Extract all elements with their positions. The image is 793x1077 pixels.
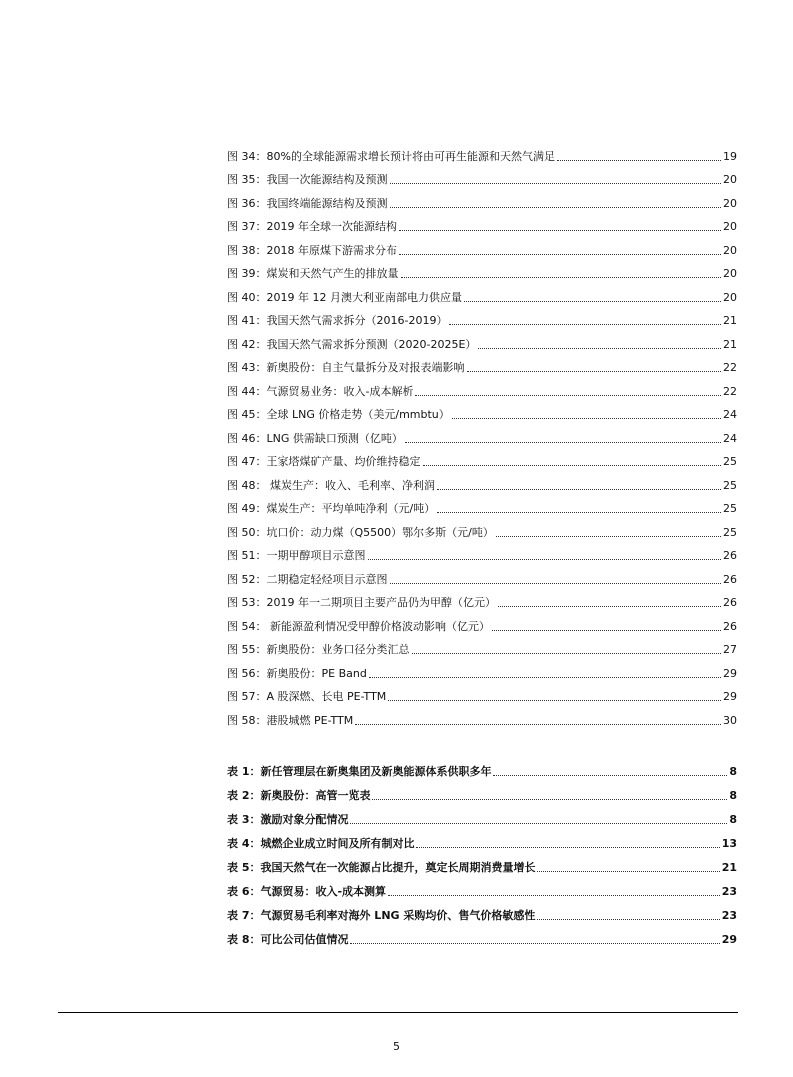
toc-entry[interactable] <box>227 422 737 446</box>
leader-dots <box>493 774 727 776</box>
toc-entry[interactable] <box>227 681 737 705</box>
toc-entry-page: 20 <box>723 290 737 304</box>
toc-entry-page: 21 <box>723 314 737 327</box>
toc-entry-page: 20 <box>723 243 737 257</box>
toc-entry[interactable] <box>227 851 737 875</box>
table-index <box>227 755 737 947</box>
toc-entry[interactable] <box>227 803 737 827</box>
toc-entry-title: 图 36：我国终端能源结构及预测 <box>227 196 388 210</box>
toc-entry-page: 26 <box>723 549 737 562</box>
toc-entry-title: 图 52：二期稳定轻烃项目示意图 <box>227 572 388 586</box>
toc-entry-page: 25 <box>723 525 737 539</box>
toc-entry-title: 表 7：气源贸易毛利率对海外 LNG 采购均价、售气价格敏感性 <box>227 909 536 922</box>
toc-entry-title: 表 2：新奥股份：高管一览表 <box>227 789 371 802</box>
toc-entry[interactable] <box>227 755 737 779</box>
toc-entry-page: 30 <box>723 713 737 727</box>
leader-dots <box>423 464 722 466</box>
toc-entry[interactable] <box>227 875 737 899</box>
toc-entry-title: 表 8：可比公司估值情况 <box>227 933 349 946</box>
toc-entry-page: 13 <box>721 837 737 850</box>
toc-entry-page: 24 <box>723 408 737 421</box>
toc-entry-title: 图 37：2019 年全球一次能源结构 <box>227 220 397 233</box>
toc-entry-page: 8 <box>729 789 737 802</box>
toc-entry-page: 25 <box>723 502 737 515</box>
leader-dots <box>537 918 719 920</box>
toc-entry-title: 图 46：LNG 供需缺口预测（亿吨） <box>227 431 403 445</box>
toc-entry[interactable] <box>227 140 737 164</box>
toc-entry[interactable] <box>227 493 737 517</box>
leader-dots <box>390 206 722 208</box>
leader-dots <box>350 942 719 944</box>
toc-entry[interactable] <box>227 516 737 540</box>
toc-entry-title: 表 3：激励对象分配情况 <box>227 813 349 826</box>
leader-dots <box>399 253 721 255</box>
toc-entry-title: 图 44：气源贸易业务：收入-成本解析 <box>227 384 414 398</box>
leader-dots <box>449 323 721 325</box>
leader-dots <box>368 558 722 560</box>
toc-entry-title: 表 6：气源贸易：收入-成本测算 <box>227 885 387 898</box>
toc-entry[interactable] <box>227 657 737 681</box>
toc-entry-page: 25 <box>723 478 737 492</box>
toc-entry-title: 表 1：新任管理层在新奥集团及新奥能源体系供职多年 <box>227 765 492 778</box>
toc-entry-title: 图 50：坑口价：动力煤（Q5500）鄂尔多斯（元/吨） <box>227 525 494 539</box>
toc-entry-title: 图 38：2018 年原煤下游需求分布 <box>227 243 397 257</box>
toc-entry-title: 图 34：80%的全球能源需求增长预计将由可再生能源和天然气满足 <box>227 149 555 163</box>
toc-entry[interactable] <box>227 352 737 376</box>
toc-entry-page: 20 <box>723 267 737 280</box>
leader-dots <box>355 723 721 725</box>
leader-dots <box>390 182 722 184</box>
toc-entry-title: 表 5：我国天然气在一次能源占比提升，奠定长周期消费量增长 <box>227 861 536 874</box>
toc-entry[interactable] <box>227 540 737 564</box>
page-number: 5 <box>393 1040 400 1053</box>
toc-entry[interactable] <box>227 187 737 211</box>
toc-entry-title: 表 4：城燃企业成立时间及所有制对比 <box>227 837 415 850</box>
toc-entry-title: 图 35：我国一次能源结构及预测 <box>227 173 388 186</box>
toc-entry-page: 21 <box>723 337 737 351</box>
toc-entry-page: 21 <box>721 861 737 874</box>
leader-dots <box>405 441 721 443</box>
toc-entry[interactable] <box>227 587 737 611</box>
toc-entry[interactable] <box>227 234 737 258</box>
leader-dots <box>557 159 721 161</box>
toc-entry-page: 29 <box>721 933 737 946</box>
leader-dots <box>401 276 722 278</box>
toc-entry[interactable] <box>227 923 737 947</box>
toc-entry-title: 图 48： 煤炭生产：收入、毛利率、净利润 <box>227 478 435 492</box>
leader-dots <box>452 417 721 419</box>
toc-entry-page: 29 <box>723 690 737 703</box>
toc-entry-page: 22 <box>723 361 737 374</box>
leader-dots <box>369 676 721 678</box>
toc-entry-page: 26 <box>723 619 737 633</box>
leader-dots <box>498 605 721 607</box>
toc-entry[interactable] <box>227 399 737 423</box>
leader-dots <box>496 535 721 537</box>
leader-dots <box>350 822 727 824</box>
leader-dots <box>390 582 722 584</box>
toc-entry-title: 图 58：港股城燃 PE-TTM <box>227 713 354 727</box>
toc-entry-page: 26 <box>723 572 737 586</box>
figure-index <box>227 140 737 728</box>
leader-dots <box>399 229 721 231</box>
toc-entry-title: 图 55：新奥股份：业务口径分类汇总 <box>227 643 410 656</box>
toc-entry[interactable] <box>227 446 737 470</box>
toc-entry-page: 20 <box>723 173 737 186</box>
toc-entry[interactable] <box>227 375 737 399</box>
toc-entry-page: 23 <box>721 909 737 922</box>
leader-dots <box>372 798 727 800</box>
toc-entry-title: 图 39：煤炭和天然气产生的排放量 <box>227 267 399 280</box>
toc-entry-title: 图 51：一期甲醇项目示意图 <box>227 549 366 562</box>
toc-entry[interactable] <box>227 164 737 188</box>
toc-entry-page: 29 <box>723 666 737 680</box>
footer-divider <box>58 1012 738 1013</box>
leader-dots <box>388 894 720 896</box>
toc-entry-page: 20 <box>723 196 737 210</box>
toc-entry-title: 图 42：我国天然气需求拆分预测（2020-2025E） <box>227 337 477 351</box>
toc-entry[interactable] <box>227 469 737 493</box>
toc-entry-page: 23 <box>721 885 737 898</box>
toc-entry[interactable] <box>227 610 737 634</box>
leader-dots <box>416 846 719 848</box>
toc-entry[interactable] <box>227 634 737 658</box>
toc-entry-title: 图 40：2019 年 12 月澳大利亚南部电力供应量 <box>227 290 462 304</box>
toc-entry-title: 图 47：王家塔煤矿产量、均价维持稳定 <box>227 455 421 468</box>
toc-entry[interactable] <box>227 563 737 587</box>
toc-entry[interactable] <box>227 211 737 235</box>
toc-entry-title: 图 56：新奥股份：PE Band <box>227 666 367 680</box>
leader-dots <box>412 652 722 654</box>
leader-dots <box>478 347 721 349</box>
toc-entry-page: 8 <box>729 765 737 778</box>
leader-dots <box>467 370 722 372</box>
toc-entry-page: 24 <box>723 431 737 445</box>
toc-entry[interactable] <box>227 281 737 305</box>
toc-entry-page: 26 <box>723 596 737 609</box>
leader-dots <box>537 870 719 872</box>
toc-entry-page: 27 <box>723 643 737 656</box>
toc-entry[interactable] <box>227 258 737 282</box>
toc-entry-title: 图 45：全球 LNG 价格走势（美元/mmbtu） <box>227 408 450 421</box>
leader-dots <box>388 699 721 701</box>
toc-entry[interactable] <box>227 827 737 851</box>
toc-entry-title: 图 54： 新能源盈利情况受甲醇价格波动影响（亿元） <box>227 619 490 633</box>
leader-dots <box>437 488 721 490</box>
toc-entry-page: 8 <box>729 813 737 826</box>
toc-entry-page: 22 <box>723 384 737 398</box>
toc-entry-title: 图 49：煤炭生产：平均单吨净利（元/吨） <box>227 502 436 515</box>
toc-entry-title: 图 43：新奥股份：自主气量拆分及对报表端影响 <box>227 361 465 374</box>
toc-entry-title: 图 41：我国天然气需求拆分（2016-2019） <box>227 314 448 327</box>
toc-entry[interactable] <box>227 305 737 329</box>
leader-dots <box>415 394 721 396</box>
toc-entry-title: 图 53：2019 年一二期项目主要产品仍为甲醇（亿元） <box>227 596 496 609</box>
toc-entry[interactable] <box>227 899 737 923</box>
toc-entry-page: 20 <box>723 220 737 233</box>
toc-entry[interactable] <box>227 779 737 803</box>
toc-entry-title: 图 57：A 股深燃、长电 PE-TTM <box>227 690 387 703</box>
toc-entry-page: 19 <box>723 149 737 163</box>
toc-entry-page: 25 <box>723 455 737 468</box>
leader-dots <box>437 511 721 513</box>
leader-dots <box>464 300 721 302</box>
toc-entry[interactable] <box>227 704 737 728</box>
toc-entry[interactable] <box>227 328 737 352</box>
leader-dots <box>492 629 721 631</box>
